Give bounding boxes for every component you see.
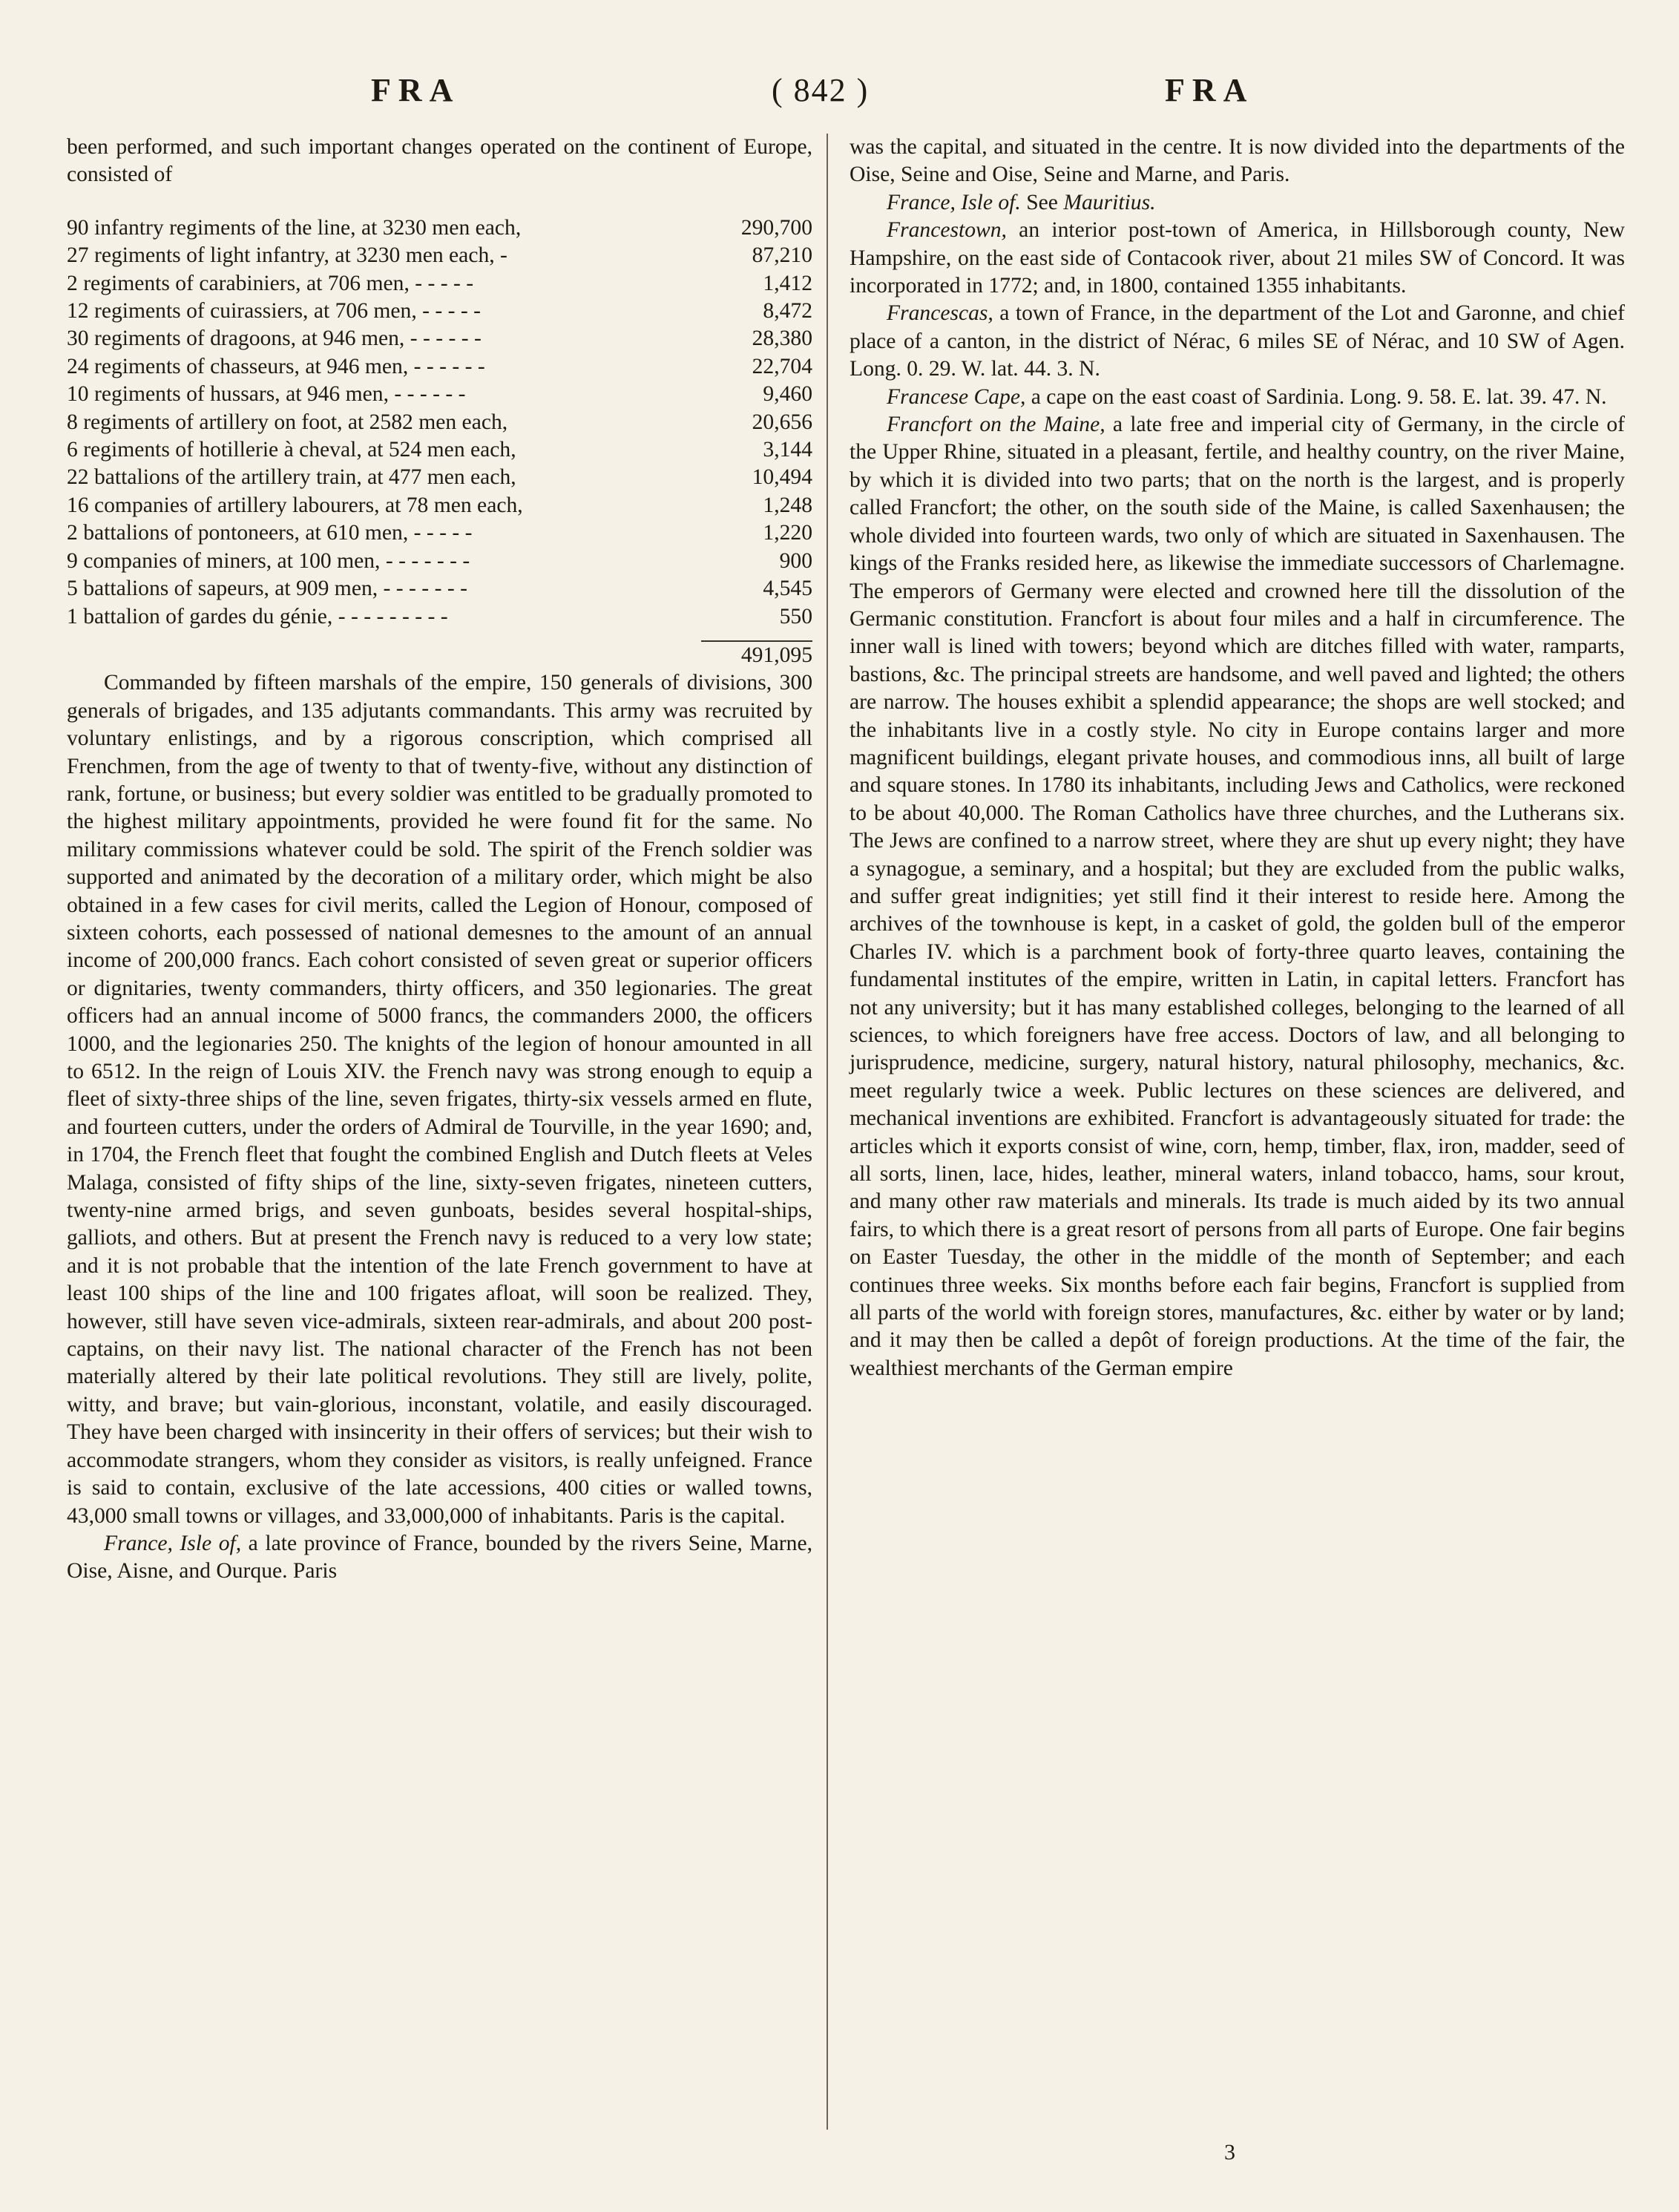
unit-strength: 550 (779, 604, 812, 629)
unit-strength: 1,248 (763, 493, 812, 517)
unit-description: 90 infantry regiments of the line, at 3230 men each, (67, 215, 522, 240)
unit-description: 9 companies of miners, at 100 men, - - - - - - - (67, 548, 470, 573)
entry-france-isle-of-mauritius (850, 189, 1625, 217)
entry-headword: Francfort on the Maine, (887, 413, 1105, 437)
entry-text: an interior post-town of America, in Hillsborough county, New Hampshire, on the east side of Contacook river, about 21 miles SW of Concord. It was incorporated in 1772; and, in 1800, contained 1355 inhabitants. (850, 218, 1625, 298)
right-column (850, 134, 1625, 1382)
unit-description: 1 battalion of gardes du génie, - - - - - - - - - (67, 604, 448, 629)
entry-francestown (850, 217, 1625, 300)
army-table-row (67, 548, 812, 575)
army-table-row (67, 492, 812, 519)
header-left-guide-word: FRA (371, 72, 461, 108)
army-paragraph: Commanded by fifteen marshals of the empire, 150 generals of divisions, 300 generals of brigades, and 135 adjutants commandants. This army was recruited by voluntary enlistings, and by a rigorous conscription, which comprised all Frenchmen, from the age of twenty to that of twenty-five, without any distinction of rank, fortune, or business; but every soldier was entitled to be gradually promoted to the highest military appointments, provided he were found fit for the same. No military commissions whatever could be sold. The spirit of the French soldier was supported and animated by the decoration of a military order, which might be also obtained in a few cases for civil merits, called the Legion of Honour, composed of sixteen cohorts, each possessed of national demesnes to the amount of an annual income of 200,000 francs. Each cohort consisted of seven great or superior officers or dignitaries, twenty commanders, thirty officers, and 350 legionaries. The great officers had an annual income of 5000 francs, the commanders 2000, the officers 1000, and the legionaries 250. The knights of the legion of honour amounted in all to 6512. In the reign of Louis XIV. the French navy was strong enough to equip a fleet of sixty-three ships of the line, seven frigates, thirty-six vessels armed en flute, and fourteen cutters, under the orders of Admiral de Tourville, in the year 1690; and, in 1704, the French fleet that fought the combined English and Dutch fleets at Veles Malaga, consisted of fifty ships of the line, sixty-seven frigates, nineteen cutters, twenty-nine armed brigs, and seven gunboats, besides several hospital-ships, galliots, and others. But at present the French navy is reduced to a very low state; and it is not probable that the intention of the late French government to have at least 100 ships of the line and 100 frigates afloat, will soon be realized. They, however, still have seven vice-admirals, sixteen rear-admirals, and about 200 post-captains, on their navy list. The national character of the French has not been materially altered by their late political revolutions. They still are lively, polite, witty, and brave; but vain-glorious, inconstant, volatile, and easily discouraged. They have been charged with insincerity in their offers of services; but their wish to accommodate strangers, whom they consider as visitors, is really unfeigned. France is said to contain, exclusive of the late accessions, 400 cities or walled towns, 43,000 small towns or villages, and 33,000,000 of inhabitants. Paris is the capital. (67, 671, 812, 1528)
intro-text: been performed, and such important changes operated on the continent of Europe, consisted of (67, 135, 812, 187)
entry-headword: Francese Cape, (887, 384, 1026, 409)
continued-text: was the capital, and situated in the centre. It is now divided into the departments of the Oise, Seine and Oise, Seine and Marne, and Paris. (850, 135, 1625, 187)
unit-description: 27 regiments of light infantry, at 3230 men each, - (67, 243, 507, 268)
unit-description: 10 regiments of hussars, at 946 men, - - - - - - (67, 382, 466, 407)
unit-strength: 20,656 (752, 410, 812, 434)
unit-description: 16 companies of artillery labourers, at 78 men each, (67, 493, 523, 517)
unit-strength: 290,700 (740, 215, 812, 240)
entry-text: a late free and imperial city of Germany, in the circle of the Upper Rhine, situated in a pleasant, fertile, and healthy country, on the river Maine, by which it is divided into two parts; that on the north is the largest, and is properly called Francfort; the other, on the south side of the Maine, is called Saxenhausen; the whole divided into fourteen wards, two only of which are situated in Saxenhausen. The kings of the Franks resided here, as likewise the immediate successors of Charlemagne. The emperors of Germany were elected and crowned here till the dissolution of the Germanic constitution. Francfort is about four miles and a half in circumference. The inner wall is lined with towers; beyond which are ditches filled with water, ramparts, bastions, &c. The principal streets are handsome, and well paved and lighted; the others are narrow. The houses exhibit a splendid appearance; the shops are well stocked; and the inhabitants live in a costly style. No city in Europe contains larger and more magnificent buildings, elegant private houses, and commodious inns, all built of large and square stones. In 1780 its inhabitants, including Jews and Catholics, were reckoned to be about 40,000. The Roman Catholics have three churches, and the Lutherans six. The Jews are confined to a narrow street, where they are shut up every night; they have a synagogue, a seminary, and a hospital; but they are excluded from the public walks, and suffer great indignities; yet still find it their interest to reside here. Among the archives of the townhouse is kept, in a casket of gold, the golden bull of the emperor Charles IV. which is a parchment book of forty-three quarto leaves, containing the fundamental institutes of the empire, written in Latin, in capital letters. Francfort has not any university; but it has many established colleges, belonging to the learned of all sciences, to which foreigners have free access. Doctors of law, and all belonging to jurisprudence, medicine, surgery, natural history, natural philosophy, mechanics, &c. meet regularly twice a week. Public lectures on these sciences are delivered, and mechanical inventions are exhibited. Francfort is advantageously situated for trade: the articles which it exports consist of wine, corn, hemp, timber, flax, iron, madder, seed of all sorts, linen, lace, hides, leather, mineral waters, inland tobacco, hams, sour krout, and many other raw materials and minerals. Its trade is much aided by its two annual fairs, to which there is a great resort of persons from all parts of Europe. One fair begins on Easter Tuesday, the other in the middle of the month of September; and each continues three weeks. Six months before each fair begins, Francfort is supplied from all parts of the world with foreign stores, manufactures, &c. either by water or by land; and it may then be called a depôt of foreign productions. At the time of the fair, the wealthiest merchants of the German empire (850, 413, 1625, 1380)
army-table-row (67, 381, 812, 408)
entry-text: a town of France, in the department of the Lot and Garonne, and chief place of a canton, in the district of Nérac, 6 miles SE of Nérac, and 10 SW of Agen. Long. 0. 29. W. lat. 44. 3. N. (850, 301, 1625, 381)
unit-description: 12 regiments of cuirassiers, at 706 men, - - - - - (67, 299, 482, 324)
army-total-row (67, 641, 812, 669)
unit-strength: 87,210 (752, 243, 812, 268)
army-table-row (67, 519, 812, 547)
header-right-guide-word: FRA (1165, 72, 1255, 108)
army-table-row (67, 270, 812, 298)
unit-strength: 8,472 (763, 299, 812, 324)
unit-description: 6 regiments of hotillerie à cheval, at 524 men each, (67, 438, 516, 462)
spacer (67, 189, 812, 214)
army-table-row (67, 298, 812, 325)
entry-text: a late province of France, bounded by the rivers Seine, Marne, Oise, Aisne, and Ourque. Paris (67, 1531, 812, 1583)
entry-headword: France, Isle of. (887, 190, 1021, 214)
unit-description: 5 battalions of sapeurs, at 909 men, - - - - - - - (67, 577, 467, 601)
unit-description: 2 regiments of carabiniers, at 706 men, - - - - - (67, 271, 474, 295)
entry-francescas (850, 300, 1625, 383)
army-table-row (67, 464, 812, 491)
unit-description: 22 battalions of the artillery train, at 477 men each, (67, 465, 516, 490)
army-table-row (67, 214, 812, 242)
entry-francese-cape (850, 384, 1625, 411)
page-number: ( 842 ) (772, 72, 870, 108)
unit-strength: 900 (779, 548, 812, 573)
unit-strength: 28,380 (752, 326, 812, 351)
army-table (67, 214, 812, 670)
unit-strength: 10,494 (752, 465, 812, 490)
entry-text: a cape on the east coast of Sardinia. Long. 9. 58. E. lat. 39. 47. N. (1025, 384, 1607, 409)
cross-reference: Mauritius. (1063, 190, 1156, 214)
unit-strength: 3,144 (763, 438, 812, 462)
blank-cell (67, 641, 701, 669)
entry-headword: France, Isle of, (104, 1531, 242, 1555)
entry-headword: Francescas, (887, 301, 993, 326)
unit-strength: 4,545 (763, 577, 812, 601)
army-table-row (67, 325, 812, 352)
army-table-row (67, 409, 812, 436)
spacer (67, 631, 812, 641)
army-table-row (67, 242, 812, 269)
entry-headword: Francestown, (887, 218, 1007, 243)
left-column (67, 134, 812, 1586)
unit-description: 24 regiments of chasseurs, at 946 men, - - - - - - (67, 354, 485, 378)
running-header (0, 71, 1679, 116)
unit-description: 8 regiments of artillery on foot, at 2582 men each, (67, 410, 508, 434)
unit-strength: 9,460 (763, 382, 812, 407)
unit-strength: 22,704 (752, 354, 812, 378)
unit-strength: 1,412 (763, 271, 812, 295)
entry-france-isle-of-province (67, 1530, 812, 1586)
entry-text: See (1020, 190, 1064, 214)
army-total: 491,095 (701, 641, 812, 669)
signature-mark: 3 (1224, 2140, 1235, 2165)
army-table-row (67, 575, 812, 603)
entry-francfort-on-the-maine (850, 411, 1625, 1382)
army-table-row (67, 436, 812, 464)
column-divider (827, 134, 828, 2130)
unit-description: 2 battalions of pontoneers, at 610 men, - - - - - (67, 521, 473, 545)
unit-strength: 1,220 (763, 521, 812, 545)
army-table-row (67, 603, 812, 631)
unit-description: 30 regiments of dragoons, at 946 men, - - - - - - (67, 326, 482, 351)
army-table-row (67, 353, 812, 381)
